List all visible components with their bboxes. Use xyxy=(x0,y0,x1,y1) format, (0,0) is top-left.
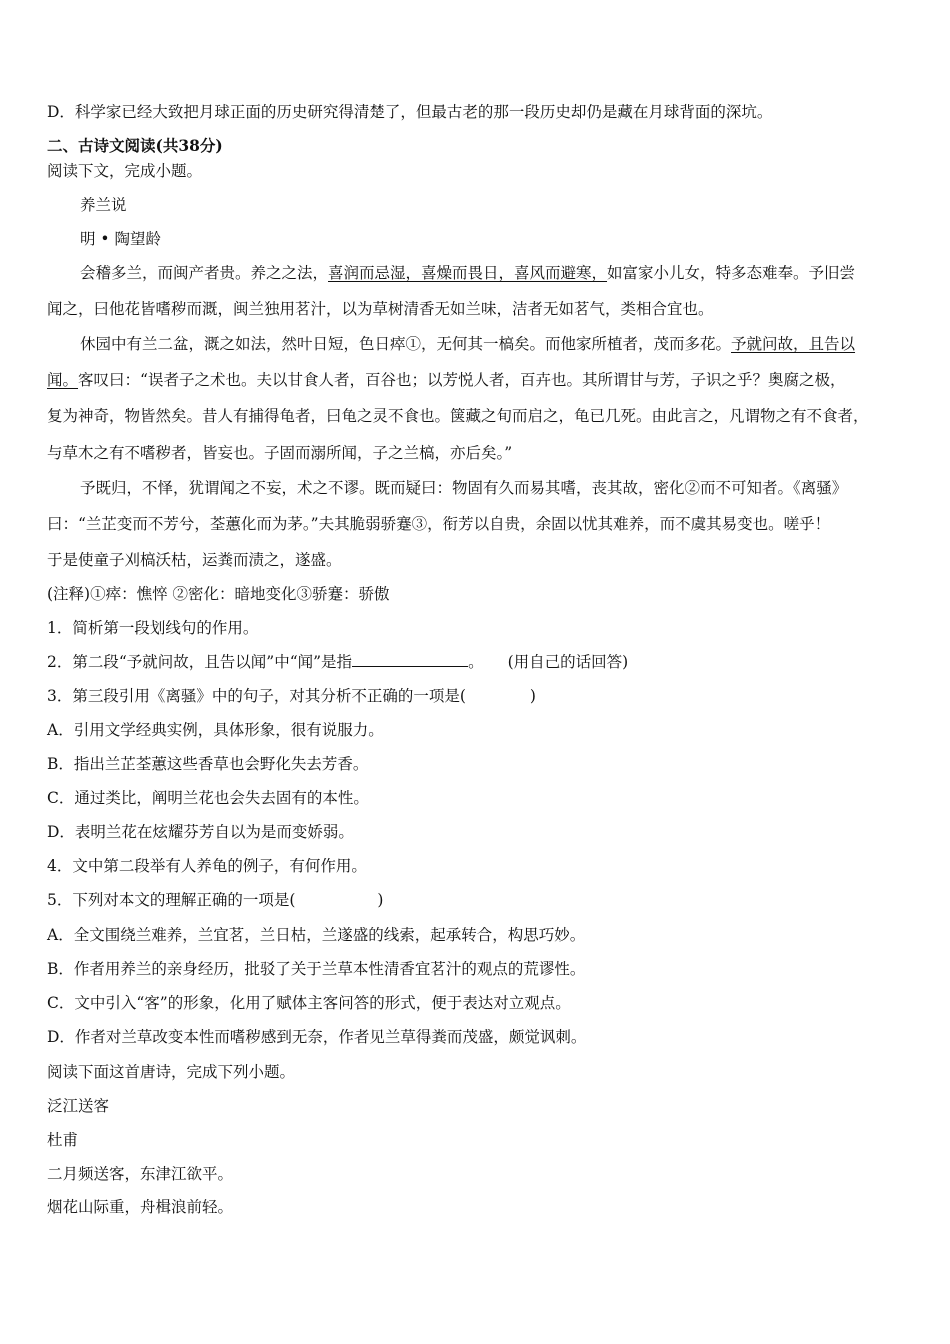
question-2-stem: 2．第二段“予就问故，且告以闻”中“闻”是指 xyxy=(47,653,353,671)
para2-text-a: 休园中有兰二盆，溉之如法，然叶日短，色日瘁①，无何其一槁矣。而他家所植者，茂而多花。 xyxy=(80,335,732,353)
essay-para3-line1: 予既归，不怿，犹谓闻之不妄，术之不谬。既而疑曰：物固有久而易其嗜，丧其故，密化②而不可知者。《离骚》 xyxy=(80,479,848,497)
para1-text-b: 如富家小儿女，特多态难奉。予旧尝 xyxy=(607,264,856,282)
question-3-option-a: A．引用文学经典实例，具体形象，很有说服力。 xyxy=(47,721,384,739)
question-5-option-b: B．作者用养兰的亲身经历，批驳了关于兰草本性清香宜茗汁的观点的荒谬性。 xyxy=(47,960,586,978)
section-intro: 阅读下文，完成小题。 xyxy=(47,162,203,180)
poem-author: 杜甫 xyxy=(47,1131,79,1149)
poem-line-1: 二月频送客，东津江欲平。 xyxy=(47,1165,234,1183)
question-5-close: ) xyxy=(377,891,384,909)
essay-para1-line1 xyxy=(80,263,855,283)
question-3-option-c: C．通过类比，阐明兰花也会失去固有的本性。 xyxy=(47,789,369,807)
annotation-notes: (注释)①瘁：憔悴 ②密化：暗地变化③骄蹇：骄傲 xyxy=(47,585,390,603)
para2-text-b: 客叹曰：“误者子之术也。夫以甘食人者，百谷也；以芳悦人者，百卉也。其所谓甘与芳，子识之乎？奥腐之极， xyxy=(78,371,846,389)
question-2-hint: (用自己的话回答) xyxy=(507,653,629,671)
underlined-phrase-part2: 闻。 xyxy=(47,371,79,389)
question-4: 4．文中第二段举有人养龟的例子，有何作用。 xyxy=(47,857,367,875)
answer-blank xyxy=(352,652,468,667)
essay-para1-line2: 闻之，曰他花皆嗜秽而溉，闽兰独用茗汁，以为草树清香无如兰味，洁者无如茗气，类相合宜也。 xyxy=(47,300,714,318)
essay-para2-line1 xyxy=(80,334,855,354)
essay-para2-line3: 复为神奇，物皆然矣。昔人有捕得龟者，曰龟之灵不食也。箧藏之旬而启之，龟已几死。由此言之，凡谓物之有不食者， xyxy=(47,407,869,425)
question-2 xyxy=(47,652,628,672)
question-3 xyxy=(47,686,536,706)
question-5-option-c: C．文中引入“客”的形象，化用了赋体主客问答的形式，便于表达对立观点。 xyxy=(47,994,571,1012)
question-3-stem: 3．第三段引用《离骚》中的句子，对其分析不正确的一项是( xyxy=(47,687,466,705)
essay-para3-line2: 曰：“兰芷变而不芳兮，荃蕙化而为茅。”夫其脆弱骄蹇③，衔芳以自贵，余固以忧其难养，而不虞其易变也。嗟乎！ xyxy=(47,515,831,533)
poem-line-2: 烟花山际重，舟楫浪前轻。 xyxy=(47,1198,234,1216)
poem-title: 泛江送客 xyxy=(47,1097,110,1115)
section-heading: 二、古诗文阅读(共38分) xyxy=(47,136,223,155)
question-5 xyxy=(47,890,383,910)
essay-para3-line3: 于是使童子刈槁沃枯，运粪而渍之，遂盛。 xyxy=(47,551,342,569)
question-3-option-d: D．表明兰花在炫耀芬芳自以为是而变娇弱。 xyxy=(47,823,354,841)
para1-text-a: 会稽多兰，而闽产者贵。养之之法， xyxy=(80,264,329,282)
question-5-option-d: D．作者对兰草改变本性而嗜秽感到无奈，作者见兰草得粪而茂盛，颇觉讽刺。 xyxy=(47,1028,587,1046)
underlined-phrase-part1: 予就问故，且告以 xyxy=(731,335,856,353)
poem-intro: 阅读下面这首唐诗，完成下列小题。 xyxy=(47,1063,296,1081)
question-3-option-b: B．指出兰芷荃蕙这些香草也会野化失去芳香。 xyxy=(47,755,369,773)
question-5-stem: 5．下列对本文的理解正确的一项是( xyxy=(47,891,296,909)
essay-para2-line2 xyxy=(47,370,845,390)
essay-para2-line4: 与草木之有不嗜秽者，皆妄也。子固而溺所闻，子之兰槁，亦后矣。” xyxy=(47,444,513,462)
prev-question-option-d: D．科学家已经大致把月球正面的历史研究得清楚了，但最古老的那一段历史却仍是藏在月球背面的深坑。 xyxy=(47,103,773,121)
essay-author: 明 • 陶望龄 xyxy=(80,230,161,248)
question-2-period: 。 xyxy=(468,653,484,671)
question-5-option-a: A．全文围绕兰难养，兰宜茗，兰日枯，兰遂盛的线索，起承转合，构思巧妙。 xyxy=(47,926,586,944)
underlined-sentence: 喜润而忌湿，喜燥而畏日，喜风而避寒， xyxy=(328,264,608,282)
essay-title: 养兰说 xyxy=(80,196,127,214)
question-1: 1．简析第一段划线句的作用。 xyxy=(47,619,259,637)
question-3-close: ) xyxy=(529,687,536,705)
